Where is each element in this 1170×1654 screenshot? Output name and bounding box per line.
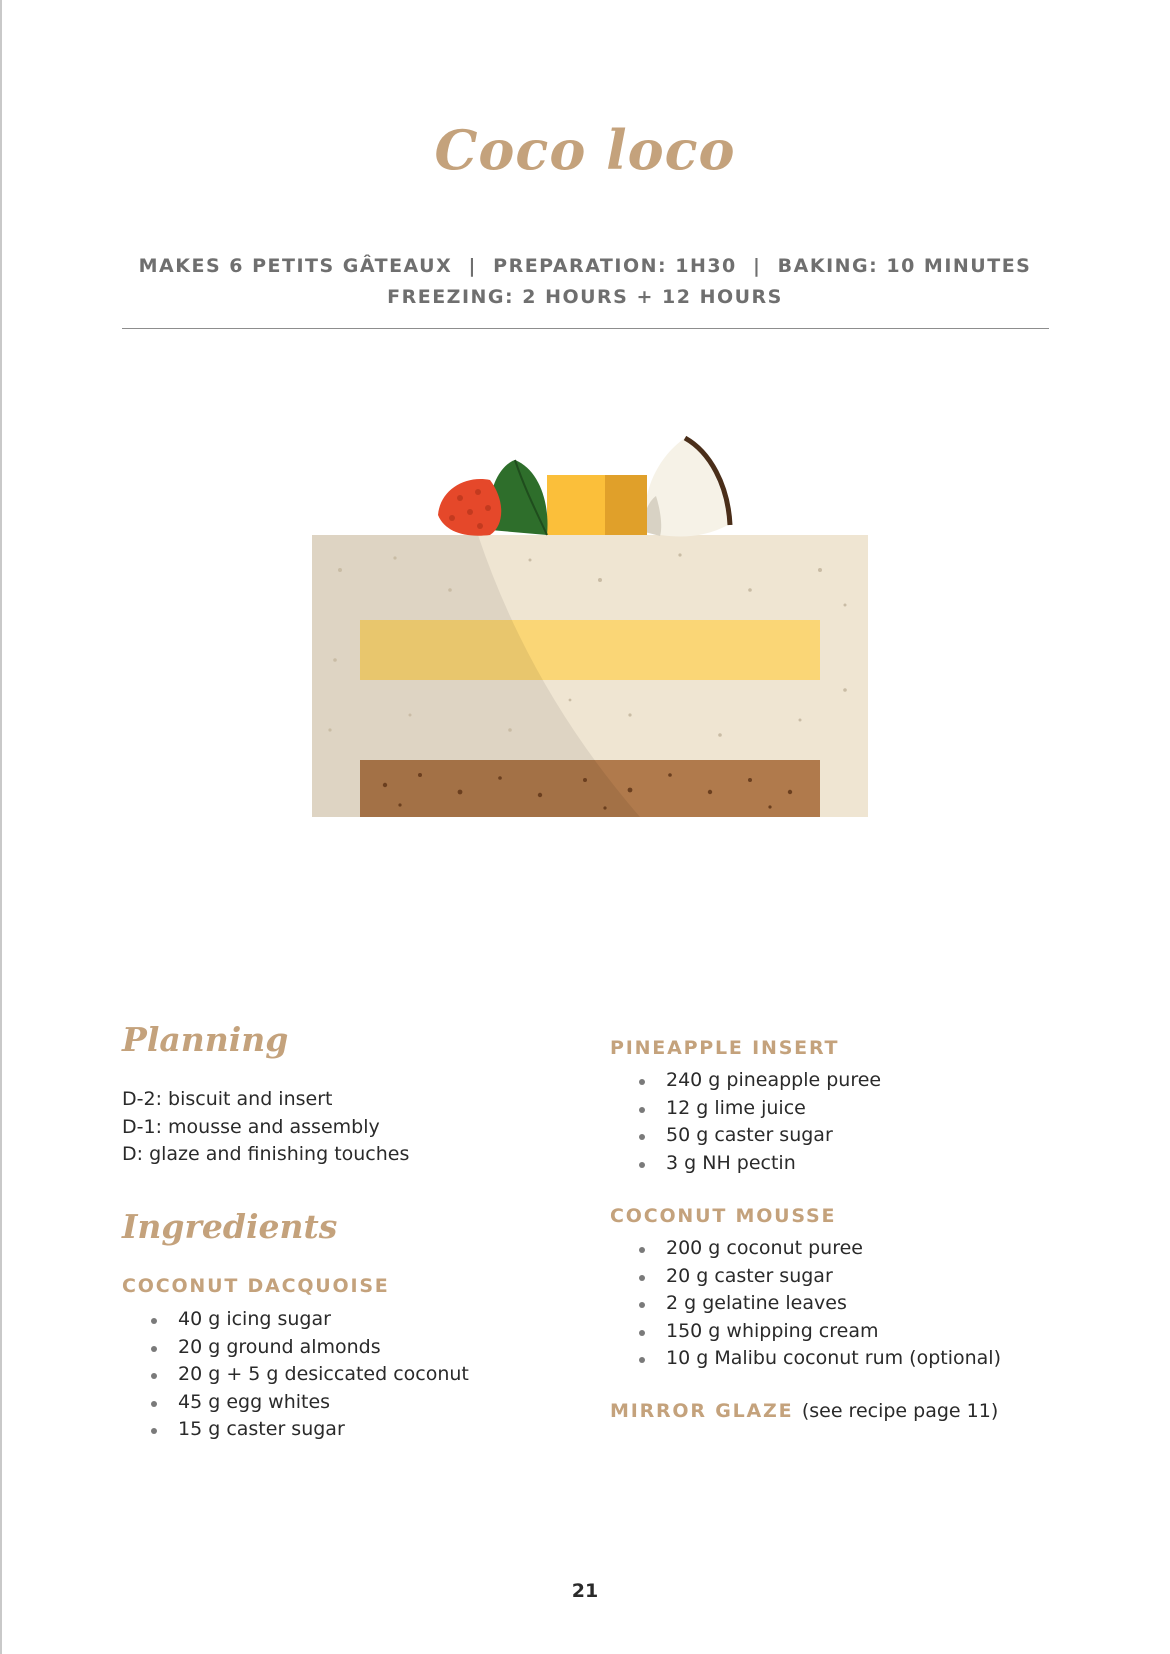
- glaze-section-title: MIRROR GLAZE: [610, 1400, 794, 1422]
- planning-line: D-2: biscuit and insert: [122, 1088, 333, 1110]
- ingredient-item: 10 g Malibu coconut rum (optional): [610, 1345, 1001, 1373]
- page-number: 21: [571, 1580, 599, 1602]
- title-divider: [122, 328, 1049, 329]
- ingredient-item: 240 g pineapple puree: [610, 1067, 881, 1095]
- ingredient-item: 20 g + 5 g desiccated coconut: [122, 1361, 469, 1389]
- ingredient-item: 45 g egg whites: [122, 1389, 469, 1417]
- cake-illustration: [300, 430, 880, 820]
- ingredient-item: 20 g caster sugar: [610, 1263, 1001, 1291]
- ingredient-item: 200 g coconut puree: [610, 1235, 1001, 1263]
- ingredient-item: 40 g icing sugar: [122, 1306, 469, 1334]
- ingredient-item: 150 g whipping cream: [610, 1318, 1001, 1346]
- mango-cube-side: [605, 475, 647, 535]
- coconut-piece-decoration: [644, 438, 730, 536]
- planning-line: D: glaze and finishing touches: [122, 1143, 410, 1165]
- raspberry-decoration: [438, 479, 501, 536]
- dacquoise-section-title: COCONUT DACQUOISE: [122, 1275, 390, 1297]
- planning-line: D-1: mousse and assembly: [122, 1115, 380, 1138]
- ingredient-item: 3 g NH pectin: [610, 1150, 881, 1178]
- ingredient-item: 12 g lime juice: [610, 1095, 881, 1123]
- planning-heading: Planning: [122, 1020, 289, 1059]
- pineapple-section-title: PINEAPPLE INSERT: [610, 1037, 840, 1059]
- ingredient-item: 15 g caster sugar: [122, 1416, 469, 1444]
- mango-cube-front: [547, 475, 605, 535]
- ingredient-item: 50 g caster sugar: [610, 1122, 881, 1150]
- recipe-meta-line-2: FREEZING: 2 HOURS + 12 HOURS: [387, 286, 783, 308]
- mousse-ingredient-list: [610, 1235, 1001, 1373]
- mousse-section-title: COCONUT MOUSSE: [610, 1205, 837, 1227]
- recipe-meta-line-1: MAKES 6 PETITS GÂTEAUX | PREPARATION: 1H30 | BAKING: 10 MINUTES: [138, 255, 1032, 277]
- glaze-recipe-reference: (see recipe page 11): [801, 1400, 999, 1422]
- pineapple-ingredient-list: [610, 1067, 881, 1177]
- page-title: Coco loco: [434, 118, 736, 182]
- page-edge: [0, 0, 2, 1654]
- planning-list: [122, 1086, 409, 1169]
- glaze-section: [610, 1400, 998, 1422]
- ingredient-item: 2 g gelatine leaves: [610, 1290, 1001, 1318]
- ingredient-item: 20 g ground almonds: [122, 1334, 469, 1362]
- dacquoise-ingredient-list: [122, 1306, 469, 1444]
- ingredients-heading: Ingredients: [122, 1207, 338, 1246]
